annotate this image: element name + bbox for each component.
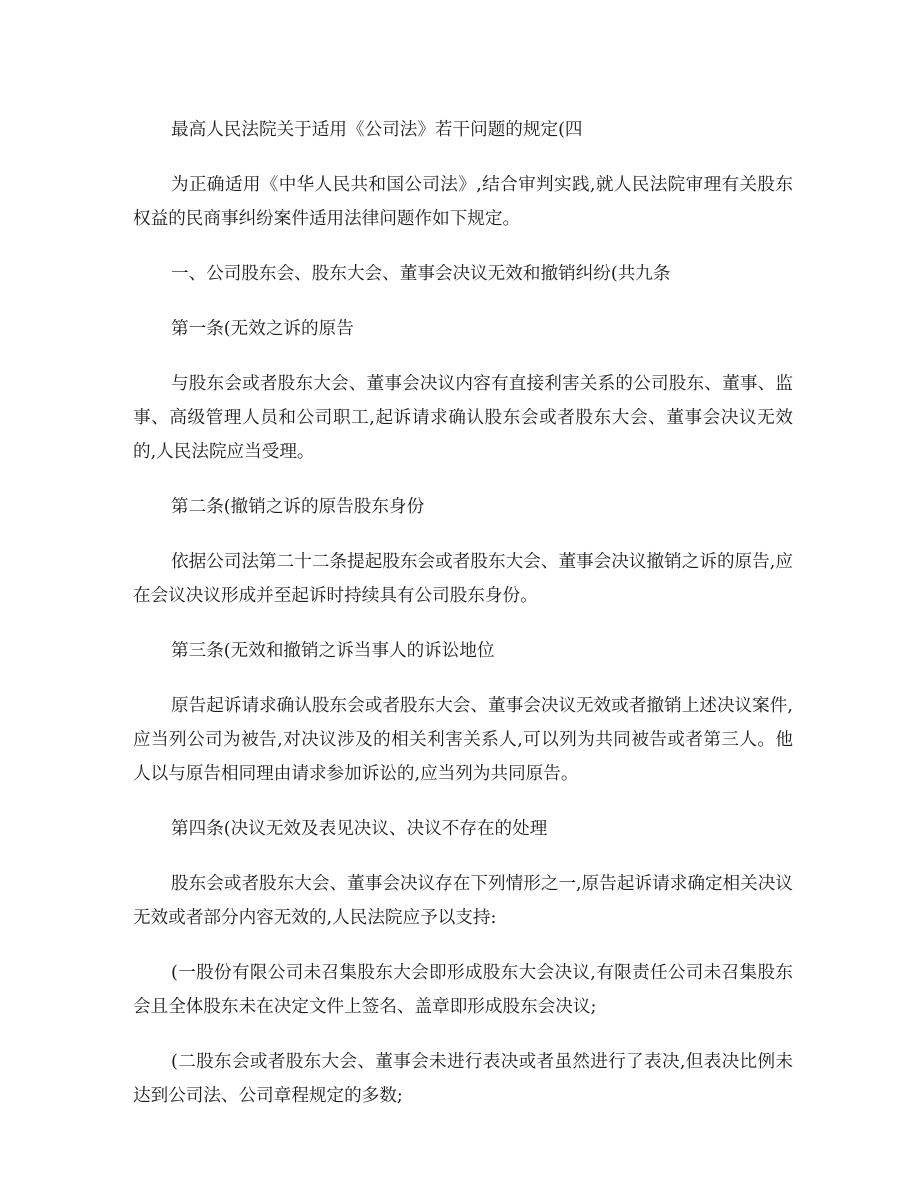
paragraph-preamble: 为正确适用《中华人民共和国公司法》,结合审判实践,就人民法院审理有关股东权益的民商事纠纷案件适用法律问题作如下规定。 — [133, 175, 793, 229]
section-heading: 一、公司股东会、股东大会、董事会决议无效和撤销纠纷(共九条 — [171, 264, 671, 284]
paragraph: 与股东会或者股东大会、董事会决议内容有直接利害关系的公司股东、董事、监事、高级管理人员和公司职工,起诉请求确认股东会或者股东大会、董事会决议无效的,人民法院应当受理。 — [133, 374, 793, 462]
document-title: 最高人民法院关于适用《公司法》若干问题的规定(四 — [171, 120, 583, 140]
article-heading: 第一条(无效之诉的原告 — [171, 319, 354, 339]
list-item: (二股东会或者股东大会、董事会未进行表决或者虽然进行了表决,但表决比例未达到公司法、公司章程规定的多数; — [133, 1052, 793, 1106]
article-heading: 第二条(撤销之诉的原告股东身份 — [171, 497, 425, 517]
paragraph: 原告起诉请求确认股东会或者股东大会、董事会决议无效或者撤销上述决议案件,应当列公司为被告,对决议涉及的相关利害关系人,可以列为共同被告或者第三人。他人以与原告相同理由请求参加诉讼的,应当列为共同原告。 — [133, 696, 793, 784]
article-heading: 第三条(无效和撤销之诉当事人的诉讼地位 — [171, 641, 495, 661]
paragraph: 依据公司法第二十二条提起股东会或者股东大会、董事会决议撤销之诉的原告,应在会议决议形成并至起诉时持续具有公司股东身份。 — [133, 552, 793, 606]
article-heading: 第四条(决议无效及表见决议、决议不存在的处理 — [171, 819, 548, 839]
list-item: (一股份有限公司未召集股东大会即形成股东大会决议,有限责任公司未召集股东会且全体股东未在决定文件上签名、盖章即形成股东会决议; — [133, 963, 793, 1017]
document-body — [133, 113, 793, 1134]
paragraph: 股东会或者股东大会、董事会决议存在下列情形之一,原告起诉请求确定相关决议无效或者部分内容无效的,人民法院应予以支持: — [133, 874, 793, 928]
